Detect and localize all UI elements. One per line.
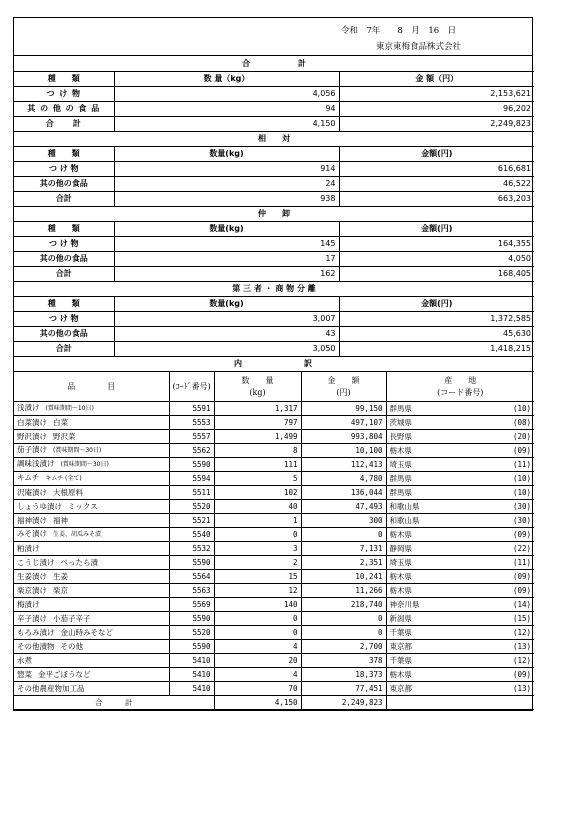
section-title: 仲 卸: [14, 206, 534, 221]
section-row-name: つ け 物: [14, 161, 114, 176]
section-row-name: 合計: [14, 191, 114, 206]
section-row-name: つ け 物: [14, 86, 114, 101]
detail-qty: 102: [214, 486, 301, 500]
detail-code: 5557: [169, 430, 214, 444]
section-row-name: 其の他の食品: [14, 176, 114, 191]
detail-header-qty: 数 量 (kg): [214, 372, 301, 402]
section-row-name: 其の他の食品: [14, 326, 114, 341]
detail-code: 5540: [169, 528, 214, 542]
detail-qty: 40: [214, 500, 301, 514]
detail-origin-code: (09): [430, 570, 534, 584]
detail-row: [14, 514, 534, 528]
section-row-name: 其の他の食品: [14, 251, 114, 266]
detail-qty: 1,499: [214, 430, 301, 444]
detail-code: 5410: [169, 654, 214, 668]
section-header-quantity: 数量(kg): [114, 146, 339, 161]
detail-row: [14, 612, 534, 626]
detail-row: [14, 584, 534, 598]
section-row-qty: 17: [114, 251, 339, 266]
section-header-category: 種 類: [14, 221, 114, 236]
report-header: [14, 18, 532, 56]
report-sheet: [13, 17, 533, 711]
detail-total-label: 合 計: [14, 696, 214, 710]
detail-qty: 15: [214, 570, 301, 584]
section-header-amount: 金額(円): [339, 146, 534, 161]
detail-origin-code: (10): [430, 402, 534, 416]
section-row-qty: 4,056: [114, 86, 339, 101]
detail-origin-code: (20): [430, 430, 534, 444]
detail-amount: 993,804: [301, 430, 386, 444]
detail-item: 生姜漬け 生姜: [14, 570, 169, 584]
detail-table: [14, 357, 534, 711]
section-row-qty: 914: [114, 161, 339, 176]
detail-amount: 0: [301, 528, 386, 542]
detail-item: 浅漬け (賞味期間～10日): [14, 402, 169, 416]
detail-code: 5569: [169, 598, 214, 612]
section-row-qty: 43: [114, 326, 339, 341]
detail-row: [14, 402, 534, 416]
detail-qty: 4: [214, 640, 301, 654]
section-row-name: 其 の 他 の 食 品: [14, 101, 114, 116]
detail-code: 5562: [169, 444, 214, 458]
detail-qty: 140: [214, 598, 301, 612]
detail-row: [14, 682, 534, 696]
detail-origin: 栃木県: [386, 584, 430, 598]
detail-origin-code: (10): [430, 472, 534, 486]
detail-amount: 47,493: [301, 500, 386, 514]
section-title: 第 三 者 ・ 商 物 分 離: [14, 281, 534, 296]
section-row-amount: 1,372,585: [339, 311, 534, 326]
detail-code: 5591: [169, 402, 214, 416]
detail-amount: 18,373: [301, 668, 386, 682]
section-header-quantity: 数量(kg): [114, 221, 339, 236]
detail-origin-code: (09): [430, 584, 534, 598]
detail-origin-code: (10): [430, 486, 534, 500]
detail-code: 5553: [169, 416, 214, 430]
detail-qty: 20: [214, 654, 301, 668]
detail-row: [14, 444, 534, 458]
detail-origin: 群馬県: [386, 402, 430, 416]
section-row-amount: 2,249,823: [339, 116, 534, 131]
detail-row: [14, 598, 534, 612]
detail-code: 5521: [169, 514, 214, 528]
detail-amount: 112,413: [301, 458, 386, 472]
detail-qty: 1,317: [214, 402, 301, 416]
detail-row: [14, 472, 534, 486]
detail-item: 調味浅漬け (賞味期間～30日): [14, 458, 169, 472]
detail-header-amount: 金 額 (円): [301, 372, 386, 402]
section-row-amount: 164,355: [339, 236, 534, 251]
detail-header-code: (ｺｰﾄﾞ番号): [169, 372, 214, 402]
detail-row: [14, 458, 534, 472]
section-title: 合 計: [14, 56, 534, 71]
detail-item: 惣菜 金平ごぼうなど: [14, 668, 169, 682]
summary-body: [14, 56, 534, 356]
detail-row: [14, 542, 534, 556]
detail-code: 5590: [169, 640, 214, 654]
detail-origin: 栃木県: [386, 668, 430, 682]
detail-item: 野沢漬け 野沢菜: [14, 430, 169, 444]
detail-origin-code: (09): [430, 668, 534, 682]
detail-item: その他漬物 その他: [14, 640, 169, 654]
detail-code: 5520: [169, 626, 214, 640]
report-date: 令和 7年 8 月 16 日: [341, 26, 457, 36]
detail-amount: 218,740: [301, 598, 386, 612]
section-row-qty: 938: [114, 191, 339, 206]
detail-origin-code: (30): [430, 500, 534, 514]
detail-amount: 2,351: [301, 556, 386, 570]
detail-amount: 11,266: [301, 584, 386, 598]
section-row-amount: 2,153,621: [339, 86, 534, 101]
detail-item: 茄子漬け (賞味期間～30日): [14, 444, 169, 458]
detail-amount: 2,700: [301, 640, 386, 654]
detail-row: [14, 416, 534, 430]
section-header-amount: 金 額（円）: [339, 71, 534, 86]
detail-row: [14, 570, 534, 584]
detail-qty: 8: [214, 444, 301, 458]
detail-qty: 12: [214, 584, 301, 598]
section-row-name: 合計: [14, 341, 114, 356]
detail-code: 5532: [169, 542, 214, 556]
detail-origin-code: (15): [430, 612, 534, 626]
detail-qty: 2: [214, 556, 301, 570]
detail-qty: 5: [214, 472, 301, 486]
detail-item: もろみ漬け 金山時みそなど: [14, 626, 169, 640]
section-row-amount: 4,050: [339, 251, 534, 266]
detail-origin: 千葉県: [386, 626, 430, 640]
detail-qty: 3: [214, 542, 301, 556]
section-row-name: 合計: [14, 266, 114, 281]
detail-code: 5511: [169, 486, 214, 500]
detail-origin-code: (11): [430, 556, 534, 570]
section-row-amount: 1,418,215: [339, 341, 534, 356]
detail-code: 5410: [169, 668, 214, 682]
detail-item: その他農産物加工品: [14, 682, 169, 696]
detail-origin-code: (09): [430, 528, 534, 542]
detail-origin: 和歌山県: [386, 514, 430, 528]
detail-header-origin: 産 地 (コード番号): [386, 372, 534, 402]
detail-qty: 797: [214, 416, 301, 430]
detail-row: [14, 668, 534, 682]
summary-table: [14, 56, 534, 357]
section-header-category: 種 類: [14, 71, 114, 86]
detail-row: [14, 486, 534, 500]
detail-code: 5410: [169, 682, 214, 696]
detail-origin: 東京都: [386, 640, 430, 654]
detail-item: 白菜漬け 白菜: [14, 416, 169, 430]
detail-row: [14, 556, 534, 570]
section-header-category: 種 類: [14, 146, 114, 161]
section-header-quantity: 数量(kg): [114, 296, 339, 311]
detail-item: キムチ キムチ (全て): [14, 472, 169, 486]
section-title: 相 対: [14, 131, 534, 146]
detail-origin-code: (14): [430, 598, 534, 612]
detail-code: 5590: [169, 612, 214, 626]
detail-amount: 300: [301, 514, 386, 528]
detail-row: [14, 500, 534, 514]
detail-origin: 栃木県: [386, 444, 430, 458]
detail-origin: 群馬県: [386, 486, 430, 500]
section-row-qty: 162: [114, 266, 339, 281]
detail-qty: 0: [214, 528, 301, 542]
detail-origin: 長野県: [386, 430, 430, 444]
detail-code: 5594: [169, 472, 214, 486]
detail-origin-code: (13): [430, 682, 534, 696]
detail-row: [14, 430, 534, 444]
detail-total-qty: 4,150: [214, 696, 301, 710]
section-row-amount: 45,630: [339, 326, 534, 341]
detail-amount: 10,241: [301, 570, 386, 584]
detail-origin-code: (13): [430, 640, 534, 654]
section-header-quantity: 数 量（kg）: [114, 71, 339, 86]
company-name: 東京東梅食品株式会社: [376, 42, 462, 52]
section-header-amount: 金額(円): [339, 221, 534, 236]
section-row-qty: 3,007: [114, 311, 339, 326]
detail-item: 沢庵漬け 大根原料: [14, 486, 169, 500]
detail-qty: 111: [214, 458, 301, 472]
detail-code: 5520: [169, 500, 214, 514]
detail-amount: 0: [301, 626, 386, 640]
section-row-amount: 616,681: [339, 161, 534, 176]
detail-origin: 東京都: [386, 682, 430, 696]
detail-row: [14, 654, 534, 668]
section-row-name: 合 計: [14, 116, 114, 131]
detail-code: 5590: [169, 458, 214, 472]
detail-origin: 埼玉県: [386, 556, 430, 570]
detail-item: 梅漬け: [14, 598, 169, 612]
detail-amount: 136,044: [301, 486, 386, 500]
detail-origin: 栃木県: [386, 570, 430, 584]
detail-amount: 10,100: [301, 444, 386, 458]
detail-origin-code: (12): [430, 626, 534, 640]
section-row-qty: 94: [114, 101, 339, 116]
detail-item: しょうゆ漬け ミックス: [14, 500, 169, 514]
detail-amount: 77,451: [301, 682, 386, 696]
detail-header-item: 品 目: [14, 372, 169, 402]
section-row-qty: 24: [114, 176, 339, 191]
detail-item: みそ漬け 生姜、胡瓜みそ漬: [14, 528, 169, 542]
detail-item: 福神漬け 福神: [14, 514, 169, 528]
section-row-amount: 96,202: [339, 101, 534, 116]
detail-amount: 4,780: [301, 472, 386, 486]
detail-body: [14, 402, 534, 696]
detail-qty: 1: [214, 514, 301, 528]
detail-item: 楽京漬け 楽京: [14, 584, 169, 598]
section-row-name: つ け 物: [14, 311, 114, 326]
detail-origin: 新潟県: [386, 612, 430, 626]
detail-code: 5564: [169, 570, 214, 584]
detail-item: 辛子漬け 小茄子辛子: [14, 612, 169, 626]
detail-origin-code: (08): [430, 416, 534, 430]
section-row-amount: 663,203: [339, 191, 534, 206]
detail-qty: 0: [214, 626, 301, 640]
section-row-name: つ け 物: [14, 236, 114, 251]
detail-origin: 群馬県: [386, 472, 430, 486]
detail-amount: 378: [301, 654, 386, 668]
section-header-category: 種 類: [14, 296, 114, 311]
detail-amount: 497,107: [301, 416, 386, 430]
detail-origin: 栃木県: [386, 528, 430, 542]
detail-item: こうじ漬け べったら漬: [14, 556, 169, 570]
detail-item: 水煮: [14, 654, 169, 668]
detail-origin-code: (22): [430, 542, 534, 556]
detail-title: 内 訳: [14, 357, 534, 372]
detail-amount: 0: [301, 612, 386, 626]
detail-code: 5590: [169, 556, 214, 570]
detail-amount: 7,131: [301, 542, 386, 556]
section-row-qty: 3,050: [114, 341, 339, 356]
section-header-amount: 金額(円): [339, 296, 534, 311]
detail-item: 粕漬け: [14, 542, 169, 556]
detail-origin-code: (30): [430, 514, 534, 528]
detail-origin: 和歌山県: [386, 500, 430, 514]
detail-origin-code: (09): [430, 444, 534, 458]
detail-row: [14, 640, 534, 654]
detail-total-amount: 2,249,823: [301, 696, 386, 710]
detail-total-blank: [386, 696, 534, 710]
detail-qty: 0: [214, 612, 301, 626]
detail-qty: 4: [214, 668, 301, 682]
detail-row: [14, 626, 534, 640]
detail-qty: 70: [214, 682, 301, 696]
detail-origin: 静岡県: [386, 542, 430, 556]
section-row-amount: 46,522: [339, 176, 534, 191]
detail-amount: 99,150: [301, 402, 386, 416]
detail-row: [14, 528, 534, 542]
detail-origin: 埼玉県: [386, 458, 430, 472]
detail-origin-code: (11): [430, 458, 534, 472]
detail-origin: 神奈川県: [386, 598, 430, 612]
detail-code: 5563: [169, 584, 214, 598]
section-row-amount: 168,405: [339, 266, 534, 281]
section-row-qty: 4,150: [114, 116, 339, 131]
detail-origin: 千葉県: [386, 654, 430, 668]
detail-origin: 茨城県: [386, 416, 430, 430]
detail-origin-code: (12): [430, 654, 534, 668]
section-row-qty: 145: [114, 236, 339, 251]
